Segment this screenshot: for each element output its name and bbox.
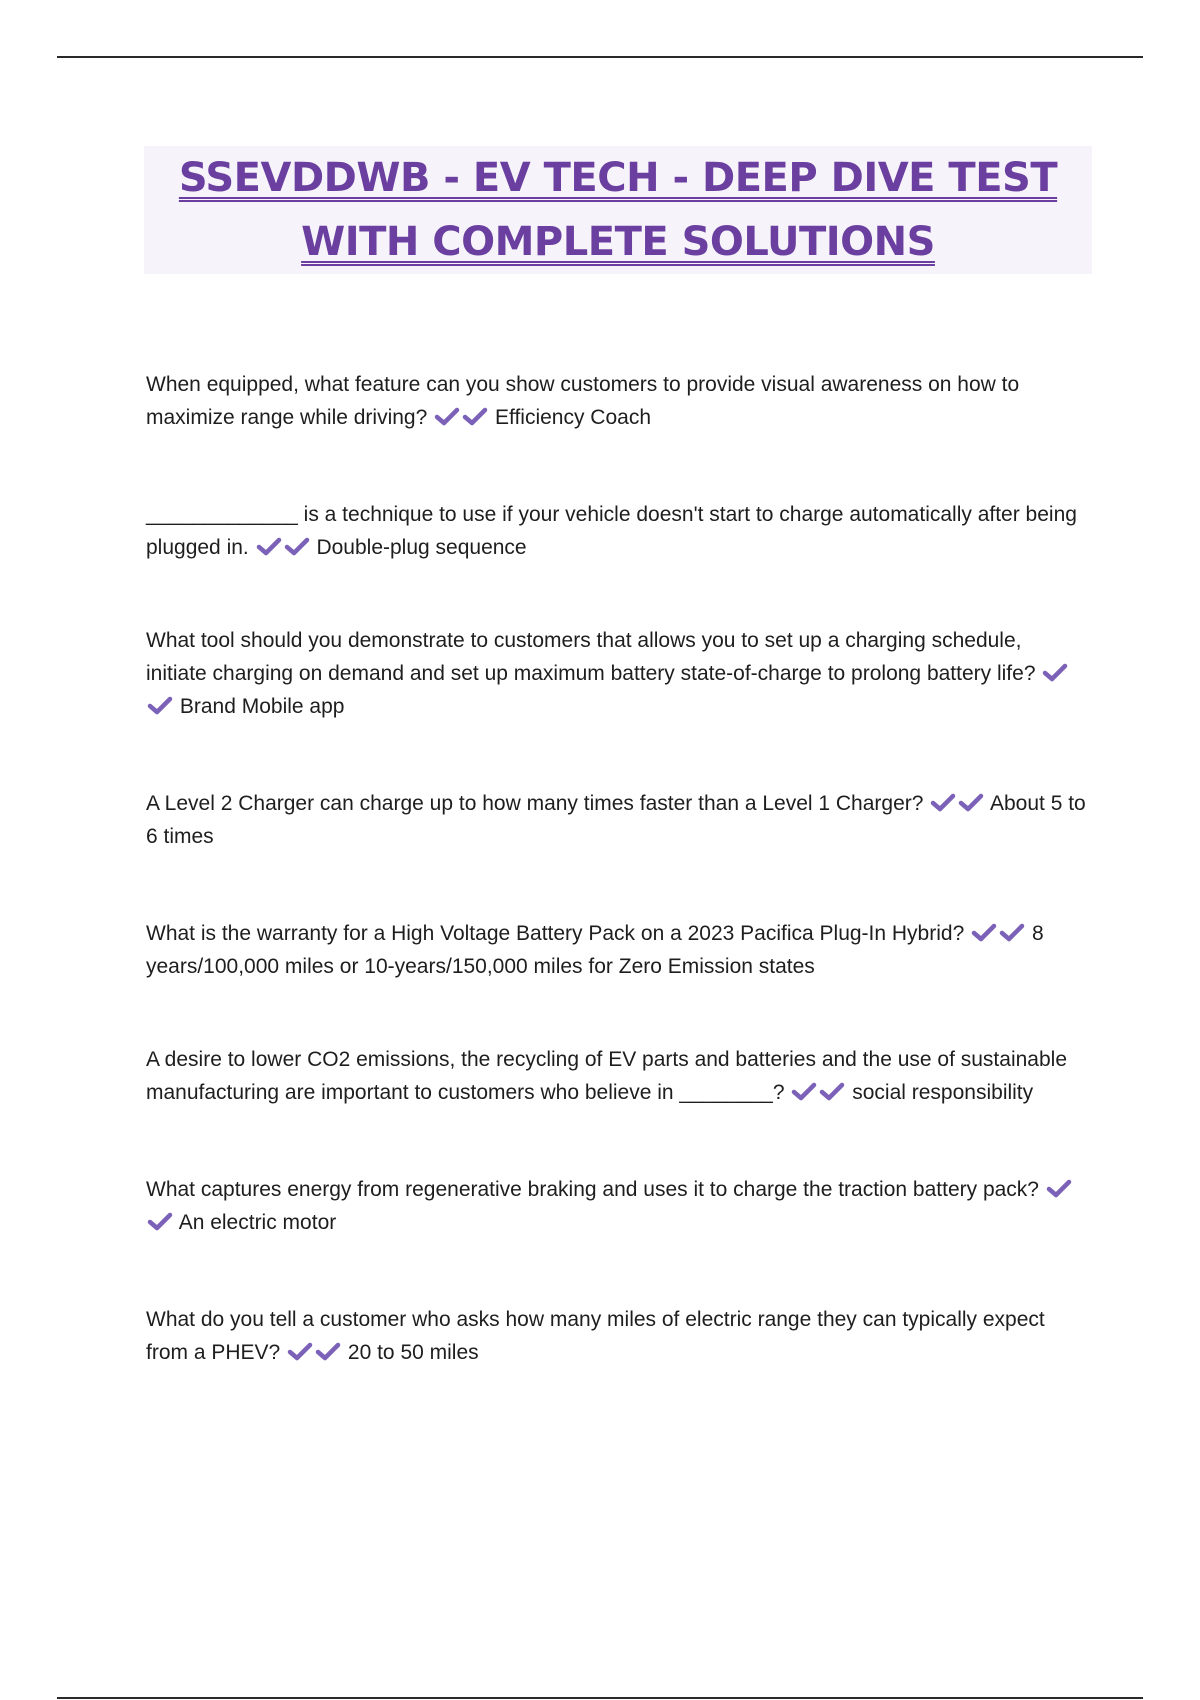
qa-item-2 xyxy=(146,498,1086,564)
answer-text: Double-plug sequence xyxy=(316,536,527,559)
title-banner xyxy=(144,146,1092,274)
question-text: A Level 2 Charger can charge up to how many times faster than a Level 1 Charger? xyxy=(146,792,924,815)
question-text: What tool should you demonstrate to customers that allows you to set up a charging schedule, initiate charging on demand and set up maximum battery state-of-charge to prolong battery life? xyxy=(146,629,1036,685)
question-text: What is the warranty for a High Voltage Battery Pack on a 2023 Pacifica Plug-In Hybrid? xyxy=(146,922,965,945)
checkmark-icon xyxy=(999,923,1025,943)
question-text: What captures energy from regenerative braking and uses it to charge the traction battery pack? xyxy=(146,1178,1039,1201)
checkmark-icon xyxy=(284,537,310,557)
checkmark-icon xyxy=(147,1212,173,1232)
document-title-line-2: WITH COMPLETE SOLUTIONS xyxy=(301,219,935,265)
checkmark-icon xyxy=(462,407,488,427)
qa-item-4 xyxy=(146,787,1086,853)
checkmark-icon xyxy=(791,1082,817,1102)
qa-item-8 xyxy=(146,1303,1086,1369)
qa-item-7 xyxy=(146,1173,1086,1239)
answer-text: social responsibility xyxy=(852,1081,1034,1104)
qa-item-1 xyxy=(146,368,1086,434)
answer-text: 8 years/100,000 miles or 10-years/150,000 miles for Zero Emission states xyxy=(146,922,1044,978)
checkmark-icon xyxy=(434,407,460,427)
top-rule xyxy=(57,56,1143,58)
qa-item-6 xyxy=(146,1043,1086,1109)
qa-item-5 xyxy=(146,917,1086,983)
question-text: _____________ is a technique to use if your vehicle doesn't start to charge automatically after being plugged in. xyxy=(146,503,1077,559)
checkmark-icon xyxy=(287,1342,313,1362)
question-text: What do you tell a customer who asks how many miles of electric range they can typically expect from a PHEV? xyxy=(146,1308,1045,1364)
answer-text: An electric motor xyxy=(178,1211,337,1234)
checkmark-icon xyxy=(315,1342,341,1362)
checkmark-icon xyxy=(930,793,956,813)
qa-item-3 xyxy=(146,624,1086,723)
question-text: A desire to lower CO2 emissions, the recycling of EV parts and batteries and the use of sustainable manufacturing are important to customers who believe in ________? xyxy=(146,1048,1067,1104)
document-title-line-1: SSEVDDWB - EV TECH - DEEP DIVE TEST xyxy=(178,155,1058,201)
answer-text: Efficiency Coach xyxy=(494,406,652,429)
question-text: When equipped, what feature can you show customers to provide visual awareness on how to maximize range while driving? xyxy=(146,373,1020,429)
checkmark-icon xyxy=(958,793,984,813)
checkmark-icon xyxy=(819,1082,845,1102)
checkmark-icon xyxy=(1046,1179,1072,1199)
answer-text: Brand Mobile app xyxy=(179,695,345,718)
checkmark-icon xyxy=(147,696,173,716)
checkmark-icon xyxy=(256,537,282,557)
answer-text: About 5 to 6 times xyxy=(146,792,1086,848)
question-list xyxy=(146,368,1086,1369)
checkmark-icon xyxy=(971,923,997,943)
bottom-rule xyxy=(57,1697,1143,1699)
checkmark-icon xyxy=(1042,663,1068,683)
answer-text: 20 to 50 miles xyxy=(347,1341,479,1364)
